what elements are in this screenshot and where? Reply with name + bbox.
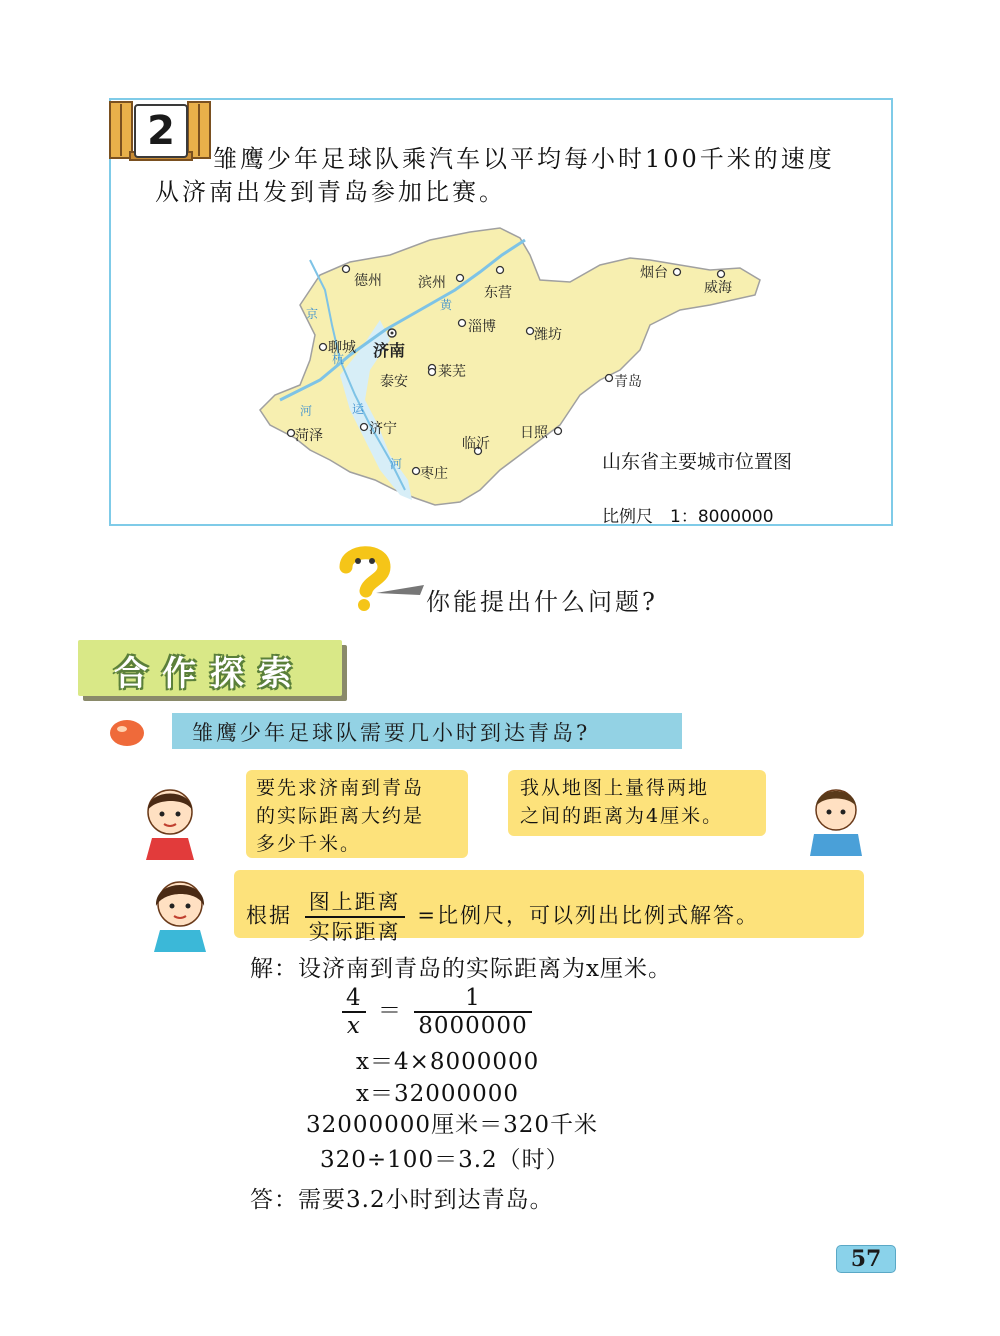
city-rizhao: 日照: [520, 425, 548, 441]
eq1-left-den: x: [346, 1013, 361, 1039]
problem-line-2: 从济南出发到青岛参加比赛。: [155, 178, 506, 206]
boy-speech-line-2: 之间的距离为4厘米。: [520, 805, 724, 827]
girl-avatar: [130, 780, 210, 860]
inquiry-question-bar: [172, 713, 682, 749]
girl2-avatar: [140, 872, 220, 952]
solution-answer: 答：需要3.2小时到达青岛。: [250, 1187, 554, 1213]
equation-2: x＝4×8000000: [356, 1049, 540, 1075]
city-zibo: 淄博: [468, 319, 496, 335]
city-heze: 菏泽: [295, 428, 323, 444]
equation-1: $\frac{4}{x}$ ＝ $\frac{1}{8000000}$: [342, 985, 532, 1039]
map-scale: 比例尺 1：8000000: [602, 507, 774, 527]
river-label-he-south: 河: [390, 457, 403, 471]
question-mark-icon: [328, 545, 428, 615]
city-qingdao: 青岛: [614, 374, 642, 390]
girl-speech-bubble: [246, 770, 468, 858]
city-zaozhuang: 枣庄: [420, 466, 448, 482]
river-label-hang: 杭: [332, 352, 345, 366]
hint-numerator: 图上距离: [305, 888, 405, 918]
page-number: 57: [836, 1245, 896, 1273]
city-jinan: 济南: [373, 341, 406, 360]
solution-intro: 解：设济南到青岛的实际距离为x厘米。: [250, 956, 672, 982]
example-number: 2: [134, 104, 188, 158]
boy-speech-bubble: [508, 770, 766, 836]
city-binzhou: 滨州: [418, 275, 446, 291]
girl-speech-line-2: 的实际距离大约是: [256, 805, 425, 827]
girl-speech-line-1: 要先求济南到青岛: [256, 777, 425, 799]
city-dongying: 东营: [484, 285, 512, 301]
city-weifang: 潍坊: [534, 327, 562, 343]
hint-prefix: 根据: [246, 903, 292, 928]
city-weihai: 威海: [704, 280, 732, 296]
eq1-left-num: 4: [342, 985, 366, 1013]
equation-4: 32000000厘米＝320千米: [306, 1112, 598, 1138]
map-title: 山东省主要城市位置图: [602, 451, 793, 473]
river-label-yun: 运: [352, 402, 365, 416]
example-number-badge: [108, 96, 212, 162]
city-laiwu: 莱芜: [438, 364, 466, 380]
city-dezhou: 德州: [354, 273, 382, 289]
city-yantai: 烟台: [640, 265, 668, 281]
section-header: [78, 640, 342, 696]
city-taian: 泰安: [380, 374, 408, 390]
hint-denominator: 实际距离: [308, 920, 401, 944]
equation-5: 320÷100＝3.2（时）: [320, 1147, 570, 1173]
eq1-right-num: 1: [414, 985, 531, 1013]
eq1-right-den: 8000000: [418, 1013, 528, 1039]
river-label-huang: 黄: [440, 298, 453, 312]
hint-fraction: [305, 888, 405, 946]
boy-speech-line-1: 我从地图上量得两地: [520, 777, 710, 799]
eq1-right-fraction: [414, 985, 531, 1039]
girl-speech-line-3: 多少千米。: [256, 833, 362, 855]
river-label-jing: 京: [306, 307, 319, 321]
boy-avatar: [800, 780, 870, 856]
equation-3: x＝32000000: [356, 1081, 520, 1107]
eq1-left-fraction: [342, 985, 366, 1039]
city-liaocheng: 聊城: [328, 340, 356, 356]
hint-suffix: =比例尺，可以列出比例式解答。: [417, 903, 759, 928]
city-jining: 济宁: [369, 421, 397, 437]
red-bullet-icon: [108, 718, 146, 748]
city-linyi: 临沂: [462, 436, 490, 452]
river-label-he-west: 河: [300, 404, 313, 418]
inquiry-question: 雏鹰少年足球队需要几小时到达青岛?: [192, 721, 591, 745]
problem-line-1: 雏鹰少年足球队乘汽车以平均每小时100千米的速度: [213, 145, 835, 173]
section-title: 合作探索: [114, 654, 306, 694]
hint-bubble: [234, 870, 864, 944]
question-prompt: 你能提出什么问题?: [426, 588, 658, 616]
